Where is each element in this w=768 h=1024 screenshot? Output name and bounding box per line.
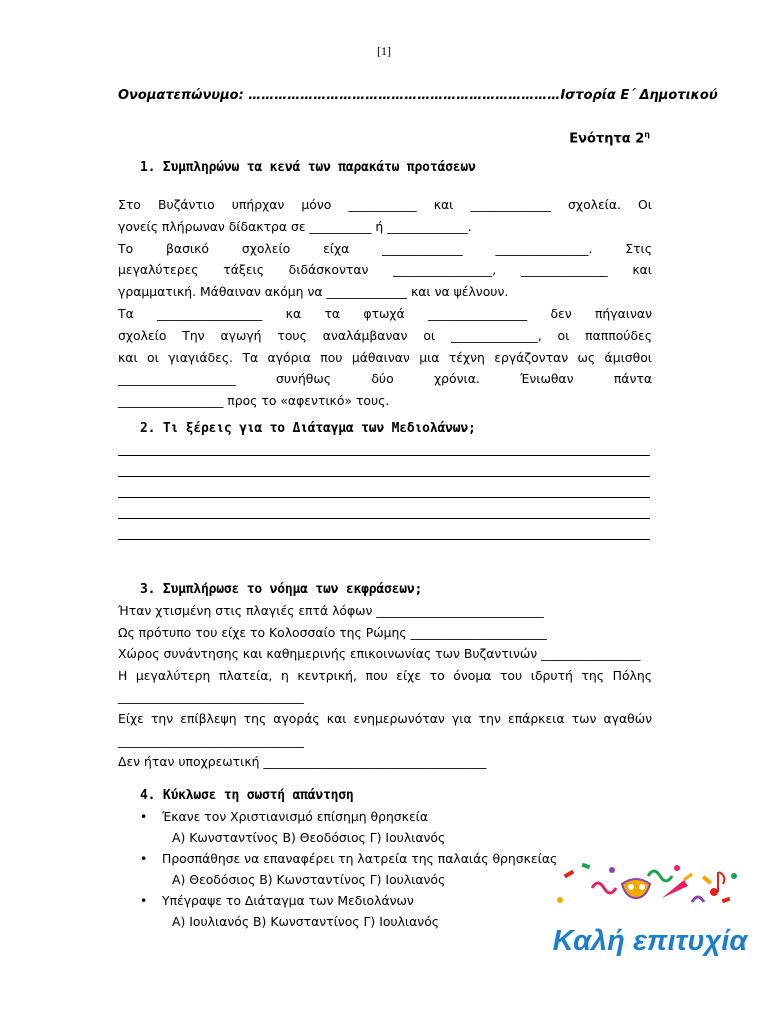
page-number: [1] bbox=[377, 44, 391, 58]
answer-line[interactable] bbox=[118, 456, 650, 477]
section3-line[interactable]: Ως πρότυπο του είχε το Κολοσσαίο της Ρώμης ______________________ bbox=[118, 624, 547, 640]
section3-line[interactable]: Χώρος συνάντησης και καθημερινής επικοινωνίας των Βυζαντινών ________________ bbox=[118, 646, 641, 662]
worksheet-header bbox=[118, 88, 718, 103]
section1-line[interactable]: _________________ προς το «αφεντικό» τους. bbox=[118, 393, 390, 409]
section2-answer-lines[interactable] bbox=[118, 435, 650, 540]
section3-blank[interactable]: ______________________________ bbox=[118, 732, 304, 748]
question-text: Έκανε τον Χριστιανισμό επίσημη θρησκεία bbox=[162, 809, 429, 824]
section1-line[interactable]: ___________________ συνήθως δύο χρόνια. Ένιωθαν πάντα bbox=[118, 371, 652, 387]
section1-line[interactable]: Τα _________________ κα τα φτωχά ________________ δεν πήγαιναν bbox=[118, 305, 652, 321]
answer-line[interactable] bbox=[118, 477, 650, 498]
section3-list[interactable] bbox=[118, 600, 652, 773]
section3-line: Είχε την επίβλεψη της αγοράς και ενημερωνόταν για την επάρκεια των αγαθών bbox=[118, 710, 652, 726]
unit-label-superscript: η bbox=[644, 130, 650, 139]
section4-title: 4. Κύκλωσε τη σωστή απάντηση bbox=[140, 788, 354, 803]
section3-line[interactable]: Ήταν χτισμένη στις πλαγιές επτά λόφων ___________________________ bbox=[118, 603, 544, 618]
question-item bbox=[140, 848, 557, 869]
question-text: Προσπάθησε να επαναφέρει τη λατρεία της παλαιάς θρησκείας bbox=[162, 851, 558, 866]
question-text: Υπέγραψε το Διάταγμα των Μεδιολάνων bbox=[162, 893, 414, 908]
mask-icon bbox=[622, 879, 650, 898]
good-luck-text: Καλή επιτυχία bbox=[552, 925, 748, 957]
section1-line[interactable]: Το βασικό σχολείο είχα _____________ _______________. Στις bbox=[118, 240, 652, 256]
section1-line[interactable]: μεγαλύτερες τάξεις διδάσκονταν ________________, ______________ και bbox=[118, 262, 652, 278]
answer-line[interactable] bbox=[118, 519, 650, 540]
subject-title: Ιστορία Ε΄ Δημοτικού bbox=[560, 88, 718, 103]
bullet-icon: • bbox=[140, 851, 148, 866]
section1-line[interactable]: και οι γιαγιάδες. Τα αγόρια που μάθαιναν μια τέχνη εργάζονταν ως άμισθοι bbox=[118, 349, 652, 365]
section3-title: 3. Συμπλήρωσε το νόημα των εκφράσεων; bbox=[140, 582, 423, 597]
question-item bbox=[140, 890, 557, 911]
bullet-icon: • bbox=[140, 893, 148, 908]
student-name-field[interactable]: Ονοματεπώνυμο: ……………………………………………………………… bbox=[118, 88, 561, 103]
answer-line[interactable] bbox=[118, 435, 650, 456]
good-luck-sticker bbox=[552, 858, 748, 970]
section1-line[interactable]: σχολείο Την αγωγή τους αναλάμβαναν οι ______________, οι παππούδες bbox=[118, 327, 652, 343]
answer-line[interactable] bbox=[118, 498, 650, 519]
section1-title: 1. Συμπληρώνω τα κενά των παρακάτω προτάσεων bbox=[140, 160, 476, 175]
section1-line[interactable]: γραμματική. Μάθαιναν ακόμη να _____________ και να ψέλνουν. bbox=[118, 284, 509, 300]
section4-questions bbox=[140, 806, 557, 932]
unit-label bbox=[569, 130, 650, 146]
party-horn-icon bbox=[662, 874, 692, 898]
section3-line: Η μεγαλύτερη πλατεία, η κεντρική, που είχε το όνομα του ιδρυτή της Πόλης bbox=[118, 667, 652, 683]
section2-title: 2. Τι ξέρεις για το Διάταγμα των Μεδιολάνων; bbox=[140, 421, 476, 436]
section1-paragraph[interactable] bbox=[118, 194, 652, 412]
bullet-icon: • bbox=[140, 809, 148, 824]
music-note-icon bbox=[710, 872, 724, 896]
answer-options[interactable]: Α) Ιουλιανός Β) Κωνσταντίνος Γ) Ιουλιανός bbox=[172, 914, 440, 929]
unit-label-text: Ενότητα 2 bbox=[569, 131, 645, 147]
answer-options[interactable]: Α) Θεοδόσιος Β) Κωνσταντίνος Γ) Ιουλιανός bbox=[172, 872, 446, 887]
section3-line[interactable]: Δεν ήταν υποχρεωτική ____________________________________ bbox=[118, 754, 487, 770]
question-item bbox=[140, 806, 557, 827]
section1-line[interactable]: γονείς πλήρωναν δίδακτρα σε __________ ή _____________. bbox=[118, 218, 472, 234]
answer-options[interactable]: Α) Κωνσταντίνος Β) Θεοδόσιος Γ) Ιουλιανός bbox=[172, 830, 446, 845]
section1-line[interactable]: Στο Βυζάντιο υπήρχαν μόνο ___________ και _____________ σχολεία. Οι bbox=[118, 197, 652, 212]
section3-blank[interactable]: ______________________________ bbox=[118, 689, 304, 705]
